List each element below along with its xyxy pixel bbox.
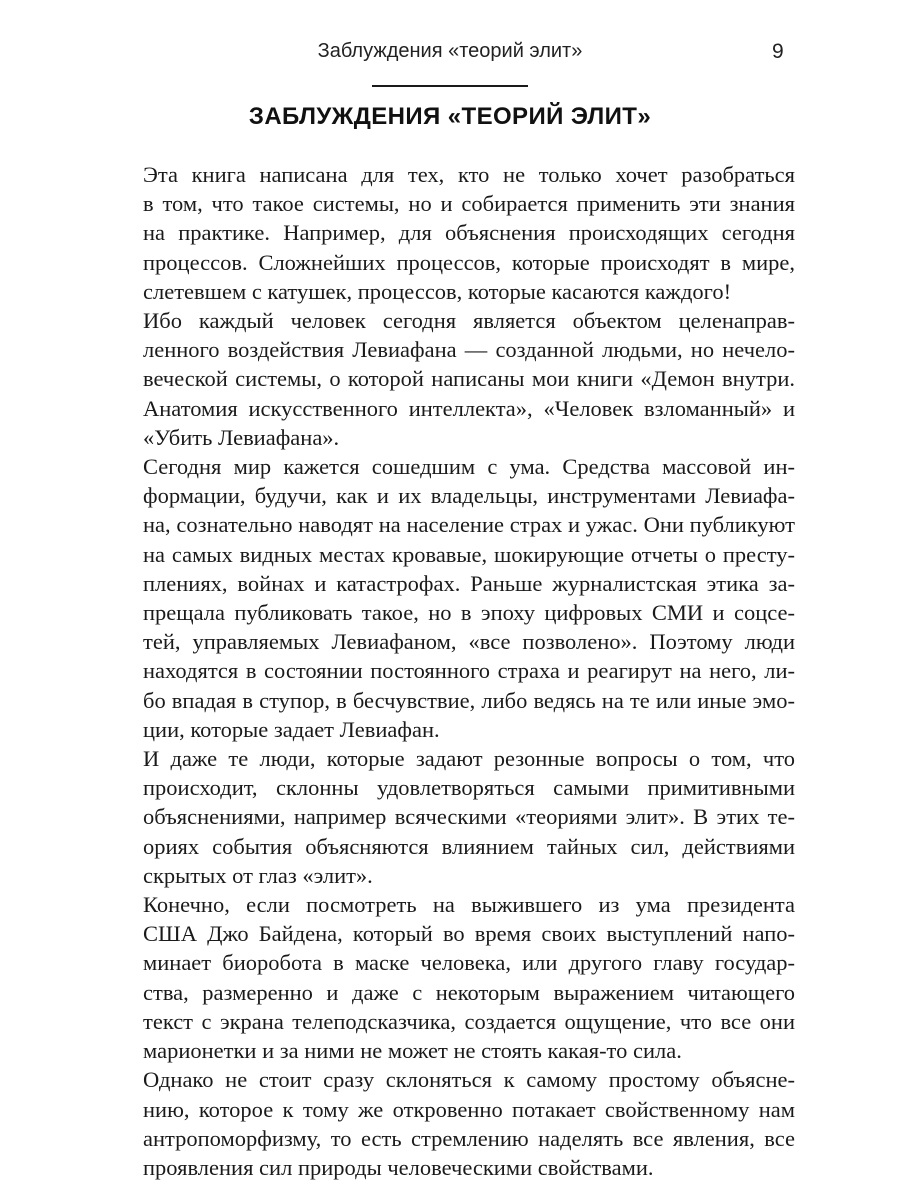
text-line: плениях, войнах и катастрофах. Раньше журналистская этика за- [143, 570, 795, 596]
text-line: скрытых от глаз «элит». [143, 862, 373, 888]
text-line: в том, что такое системы, но и собирается применить эти знания [143, 191, 795, 217]
text-line: Конечно, если посмотреть на выжившего из ума президента [143, 892, 795, 918]
text-line: «Убить Левиафана». [143, 424, 340, 450]
text-line: объяснениями, например всяческими «теориями элит». В этих те- [143, 804, 795, 830]
text-line: прещала публиковать такое, но в эпоху цифровых СМИ и соцсе- [143, 600, 795, 626]
text-line: нию, которое к тому же откровенно потакает свойственному нам [143, 1096, 795, 1122]
header-divider [372, 85, 528, 87]
page-number: 9 [772, 40, 784, 63]
text-line: антропоморфизму, то есть стремлению наделять все явления, все [143, 1125, 795, 1151]
text-line: текст с экрана телеподсказчика, создается ощущение, что все они [143, 1008, 795, 1034]
paragraph [107, 306, 795, 452]
text-line: Эта книга написана для тех, кто не только хочет разобраться [143, 162, 795, 187]
text-line: ориях события объясняются влиянием тайных сил, действиями [143, 833, 795, 859]
text-line: ства, размеренно и даже с некоторым выражением читающего [143, 979, 795, 1005]
paragraph [107, 744, 795, 890]
text-line: ленного воздействия Левиафана — созданной людьми, но нечело- [143, 337, 795, 363]
chapter-title: ЗАБЛУЖДЕНИЯ «ТЕОРИЙ ЭЛИТ» [248, 103, 652, 130]
text-line: США Джо Байдена, который во время своих выступлений напо- [143, 921, 795, 947]
text-line: Сегодня мир кажется сошедшим с ума. Средства массовой ин- [143, 454, 795, 480]
text-line: И даже те люди, которые задают резонные вопросы о том, что [143, 746, 795, 772]
paragraph [107, 890, 795, 1065]
text-line: происходит, склонны удовлетворяться самыми примитивными [143, 775, 795, 801]
text-line: Ибо каждый человек сегодня является объектом целенаправ- [143, 308, 795, 334]
text-line: процессов. Сложнейших процессов, которые происходят в мире, [143, 249, 795, 275]
paragraph [107, 160, 795, 306]
text-line: бо впадая в ступор, в бесчувствие, либо ведясь на те или иные эмо- [143, 687, 795, 713]
text-line: на, сознательно наводят на население страх и ужас. Они публикуют [143, 512, 795, 538]
text-line: проявления сил природы человеческими свойствами. [143, 1154, 654, 1180]
text-line: находятся в состоянии постоянного страха и реагирут на него, ли- [143, 658, 795, 684]
text-line: слетевшем с катушек, процессов, которые касаются каждого! [143, 278, 732, 304]
body-text [107, 160, 795, 1182]
text-line: на самых видных местах кровавые, шокирующие отчеты о престу- [143, 541, 795, 567]
text-line: Анатомия искусственного интеллекта», «Человек взломанный» и [143, 395, 795, 421]
paragraph [107, 452, 795, 744]
running-head-title: Заблуждения «теорий элит» [317, 40, 583, 62]
text-line: минает биоробота в маске человека, или другого главу государ- [143, 950, 795, 976]
text-line: на практике. Например, для объяснения происходящих сегодня [143, 220, 795, 246]
text-line: тей, управляемых Левиафаном, «все позволено». Поэтому люди [143, 629, 795, 655]
text-line: марионетки и за ними не может не стоять какая-то сила. [143, 1038, 682, 1064]
text-line: Однако не стоит сразу склоняться к самому простому объясне- [143, 1067, 795, 1093]
text-line: веческой системы, о которой написаны мои книги «Демон внутри. [143, 366, 795, 392]
paragraph [107, 1065, 795, 1182]
text-line: формации, будучи, как и их владельцы, инструментами Левиафа- [143, 483, 795, 509]
text-line: ции, которые задает Левиафан. [143, 716, 440, 742]
